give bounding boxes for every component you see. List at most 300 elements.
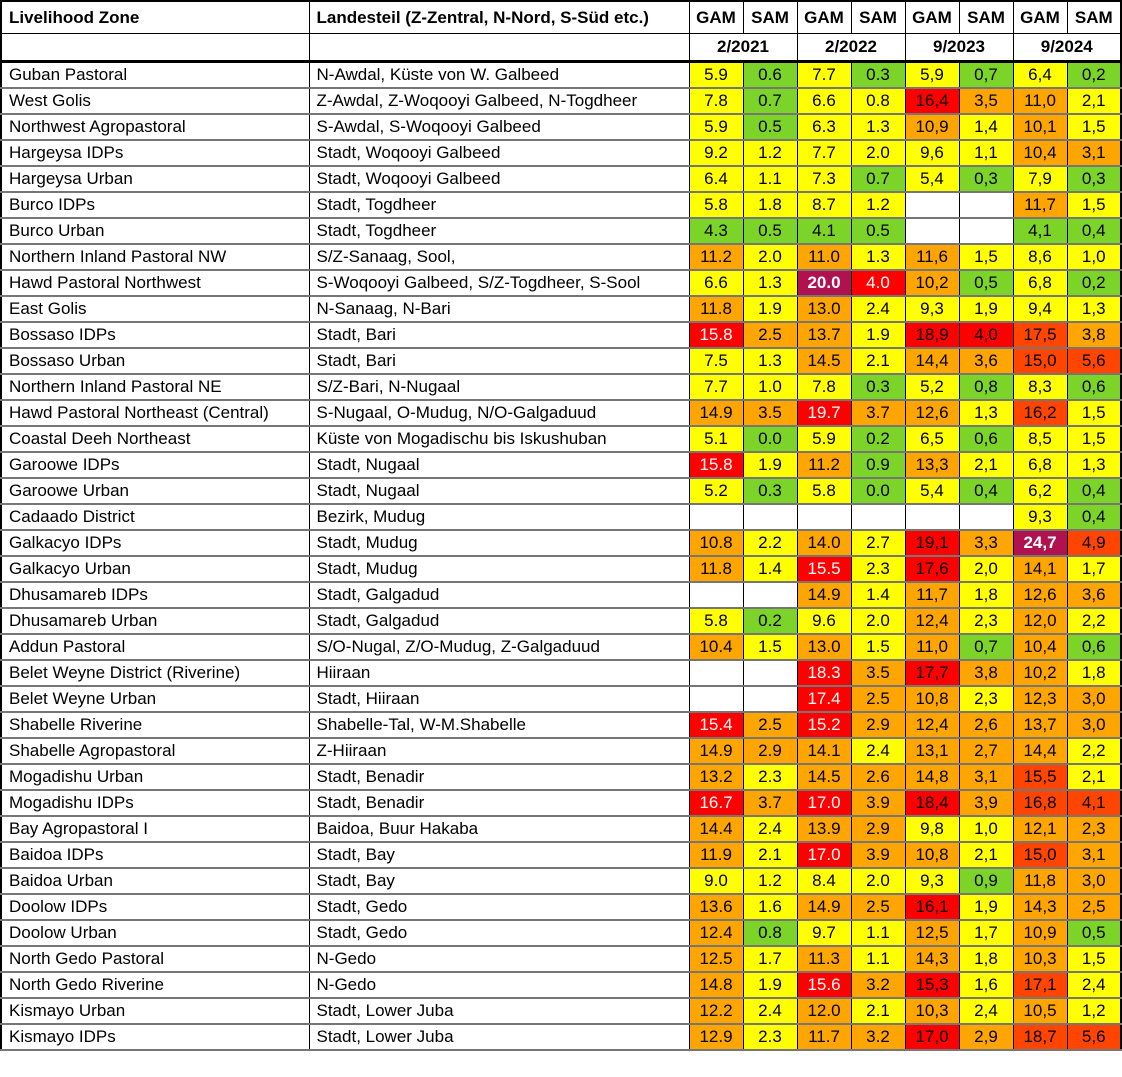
region-cell: S-Awdal, S-Woqooyi Galbeed [309, 114, 689, 140]
gam-value-cell: 9,4 [1013, 296, 1067, 322]
sam-value-cell [959, 218, 1013, 244]
gam-value-cell: 15.8 [689, 452, 743, 478]
table-row [1, 660, 1121, 686]
gam-value-cell: 16,2 [1013, 400, 1067, 426]
sam-value-cell: 0,6 [1067, 634, 1121, 660]
sam-value-cell: 0,8 [959, 374, 1013, 400]
region-cell: Küste von Mogadischu bis Iskushuban [309, 426, 689, 452]
gam-value-cell: 10.8 [689, 530, 743, 556]
table-row [1, 946, 1121, 972]
sam-value-cell: 1.2 [743, 868, 797, 894]
gam-value-cell: 5.8 [689, 192, 743, 218]
sam-value-cell: 2,3 [1067, 816, 1121, 842]
sam-value-cell: 1.3 [851, 244, 905, 270]
sam-value-cell: 2,3 [959, 608, 1013, 634]
gam-value-cell: 14,3 [1013, 894, 1067, 920]
sam-value-cell: 1.4 [743, 556, 797, 582]
sam-value-cell: 3.7 [743, 790, 797, 816]
sam-value-cell: 3,5 [959, 88, 1013, 114]
zone-cell: Guban Pastoral [1, 62, 309, 89]
gam-value-cell: 12.2 [689, 998, 743, 1024]
gam-value-cell: 18,7 [1013, 1024, 1067, 1050]
table-row [1, 400, 1121, 426]
zone-cell: Dhusamareb Urban [1, 608, 309, 634]
gam-value-cell: 15.6 [797, 972, 851, 998]
gam-value-cell: 14.9 [689, 400, 743, 426]
gam-value-cell [797, 504, 851, 530]
sam-value-cell: 2,9 [959, 1024, 1013, 1050]
gam-value-cell: 11.8 [689, 556, 743, 582]
region-cell: N-Sanaag, N-Bari [309, 296, 689, 322]
gam-value-cell: 15,0 [1013, 842, 1067, 868]
table-row [1, 244, 1121, 270]
region-cell: Stadt, Galgadud [309, 582, 689, 608]
gam-value-cell: 10,3 [905, 998, 959, 1024]
gam-value-cell: 9,6 [905, 140, 959, 166]
sam-column-header: SAM [743, 1, 797, 34]
gam-value-cell: 8,5 [1013, 426, 1067, 452]
sam-value-cell [743, 504, 797, 530]
zone-cell: Bossaso Urban [1, 348, 309, 374]
gam-value-cell: 7.7 [797, 140, 851, 166]
sam-value-cell: 2.0 [851, 140, 905, 166]
zone-cell: Dhusamareb IDPs [1, 582, 309, 608]
sam-value-cell: 2.3 [743, 764, 797, 790]
gam-value-cell [905, 218, 959, 244]
sam-value-cell: 0,3 [959, 166, 1013, 192]
gam-column-header: GAM [1013, 1, 1067, 34]
sam-value-cell: 0,7 [959, 62, 1013, 89]
sam-value-cell: 3,1 [959, 764, 1013, 790]
table-row [1, 114, 1121, 140]
gam-value-cell: 10,3 [1013, 946, 1067, 972]
empty-header-cell [309, 34, 689, 62]
gam-value-cell: 15.8 [689, 322, 743, 348]
gam-value-cell: 13,1 [905, 738, 959, 764]
sam-value-cell: 0,5 [1067, 920, 1121, 946]
region-cell: Stadt, Hiiraan [309, 686, 689, 712]
region-cell: Stadt, Bay [309, 842, 689, 868]
sam-value-cell: 3.9 [851, 842, 905, 868]
region-cell: Stadt, Woqooyi Galbeed [309, 140, 689, 166]
zone-cell: Kismayo IDPs [1, 1024, 309, 1050]
region-cell: N-Awdal, Küste von W. Galbeed [309, 62, 689, 89]
sam-value-cell: 2,2 [1067, 738, 1121, 764]
sam-value-cell: 1.9 [851, 322, 905, 348]
sam-value-cell: 0.7 [851, 166, 905, 192]
sam-value-cell: 0.3 [851, 62, 905, 89]
sam-value-cell: 1.3 [851, 114, 905, 140]
sam-value-cell: 3,0 [1067, 712, 1121, 738]
gam-value-cell: 11,0 [1013, 88, 1067, 114]
table-row [1, 530, 1121, 556]
gam-value-cell: 11.2 [689, 244, 743, 270]
sam-value-cell: 1.1 [851, 946, 905, 972]
sam-value-cell: 1.9 [743, 972, 797, 998]
region-cell: Shabelle-Tal, W-M.Shabelle [309, 712, 689, 738]
region-cell: Z-Hiiraan [309, 738, 689, 764]
sam-value-cell: 5,6 [1067, 348, 1121, 374]
zone-cell: Mogadishu IDPs [1, 790, 309, 816]
zone-cell: Hargeysa IDPs [1, 140, 309, 166]
sam-value-cell: 0.5 [743, 218, 797, 244]
sam-value-cell: 1,3 [959, 400, 1013, 426]
gam-value-cell: 6,5 [905, 426, 959, 452]
gam-value-cell: 10,2 [1013, 660, 1067, 686]
table-row [1, 452, 1121, 478]
gam-value-cell: 13,3 [905, 452, 959, 478]
gam-value-cell: 9,3 [1013, 504, 1067, 530]
table-row [1, 166, 1121, 192]
gam-value-cell: 10,8 [905, 842, 959, 868]
header-row-labels [1, 1, 1121, 34]
gam-value-cell: 14,3 [905, 946, 959, 972]
gam-value-cell: 12,6 [905, 400, 959, 426]
sam-value-cell: 2,6 [959, 712, 1013, 738]
sam-value-cell: 0.9 [851, 452, 905, 478]
gam-value-cell [905, 504, 959, 530]
table-row [1, 816, 1121, 842]
sam-value-cell: 3,8 [959, 660, 1013, 686]
gam-value-cell: 5,4 [905, 166, 959, 192]
gam-value-cell: 12,0 [1013, 608, 1067, 634]
gam-value-cell: 5.9 [689, 114, 743, 140]
sam-value-cell: 1.6 [743, 894, 797, 920]
sam-value-cell: 3,6 [1067, 582, 1121, 608]
sam-value-cell: 4.0 [851, 270, 905, 296]
gam-value-cell: 16.7 [689, 790, 743, 816]
table-row [1, 972, 1121, 998]
sam-value-cell: 1.5 [851, 634, 905, 660]
gam-value-cell: 14.4 [689, 816, 743, 842]
gam-value-cell: 15,5 [1013, 764, 1067, 790]
table-row [1, 218, 1121, 244]
sam-value-cell: 1,6 [959, 972, 1013, 998]
sam-value-cell: 1.9 [743, 296, 797, 322]
sam-value-cell: 1,2 [1067, 998, 1121, 1024]
zone-cell: Northern Inland Pastoral NE [1, 374, 309, 400]
sam-value-cell: 0,4 [1067, 478, 1121, 504]
sam-value-cell: 2.9 [851, 712, 905, 738]
gam-value-cell [689, 582, 743, 608]
zone-cell: Kismayo Urban [1, 998, 309, 1024]
region-cell: Stadt, Benadir [309, 764, 689, 790]
gam-value-cell: 17,6 [905, 556, 959, 582]
gam-value-cell: 10,9 [905, 114, 959, 140]
gam-value-cell: 10,1 [1013, 114, 1067, 140]
zone-cell: Addun Pastoral [1, 634, 309, 660]
gam-value-cell: 24,7 [1013, 530, 1067, 556]
sam-value-cell: 0,4 [959, 478, 1013, 504]
gam-value-cell: 14.5 [797, 764, 851, 790]
sam-value-cell: 1.2 [851, 192, 905, 218]
gam-value-cell: 14,4 [1013, 738, 1067, 764]
empty-header-cell [1, 34, 309, 62]
gam-column-header: GAM [797, 1, 851, 34]
region-cell: Stadt, Bari [309, 322, 689, 348]
gam-value-cell: 15.2 [797, 712, 851, 738]
table-row [1, 556, 1121, 582]
sam-value-cell [743, 686, 797, 712]
table-row [1, 270, 1121, 296]
sam-value-cell: 2.2 [743, 530, 797, 556]
zone-cell: Hawd Pastoral Northeast (Central) [1, 400, 309, 426]
sam-value-cell: 0.7 [743, 88, 797, 114]
table-row [1, 296, 1121, 322]
region-cell: S-Woqooyi Galbeed, S/Z-Togdheer, S-Sool [309, 270, 689, 296]
zone-cell: Bossaso IDPs [1, 322, 309, 348]
table-row [1, 608, 1121, 634]
table-row [1, 712, 1121, 738]
gam-value-cell: 7.8 [797, 374, 851, 400]
period-header: 9/2023 [905, 34, 1013, 62]
gam-value-cell [905, 192, 959, 218]
sam-value-cell: 2,5 [1067, 894, 1121, 920]
gam-value-cell: 10.4 [689, 634, 743, 660]
gam-value-cell: 10,4 [1013, 634, 1067, 660]
zone-cell: East Golis [1, 296, 309, 322]
sam-value-cell: 1.1 [851, 920, 905, 946]
zone-cell: Galkacyo Urban [1, 556, 309, 582]
table-header [1, 1, 1121, 62]
sam-value-cell: 0.5 [851, 218, 905, 244]
sam-value-cell: 0.2 [851, 426, 905, 452]
gam-value-cell: 11,7 [1013, 192, 1067, 218]
gam-value-cell: 11.3 [797, 946, 851, 972]
gam-value-cell: 8.4 [797, 868, 851, 894]
zone-cell: Doolow IDPs [1, 894, 309, 920]
sam-value-cell: 2.6 [851, 764, 905, 790]
region-cell: Stadt, Galgadud [309, 608, 689, 634]
region-cell: S/Z-Sanaag, Sool, [309, 244, 689, 270]
gam-value-cell: 14.1 [797, 738, 851, 764]
sam-value-cell: 3.7 [851, 400, 905, 426]
sam-value-cell: 1,8 [959, 582, 1013, 608]
zone-cell: West Golis [1, 88, 309, 114]
gam-value-cell: 11,0 [905, 634, 959, 660]
sam-value-cell: 1,0 [1067, 244, 1121, 270]
gam-value-cell: 6.4 [689, 166, 743, 192]
gam-value-cell: 11.9 [689, 842, 743, 868]
gam-column-header: GAM [905, 1, 959, 34]
gam-value-cell: 14,1 [1013, 556, 1067, 582]
sam-value-cell: 1,8 [959, 946, 1013, 972]
sam-value-cell: 2,0 [959, 556, 1013, 582]
gam-value-cell: 4.3 [689, 218, 743, 244]
header-row-periods [1, 34, 1121, 62]
gam-value-cell: 12,3 [1013, 686, 1067, 712]
gam-value-cell: 14.9 [797, 894, 851, 920]
sam-value-cell: 0.3 [743, 478, 797, 504]
gam-value-cell: 6.6 [797, 88, 851, 114]
gam-value-cell: 12.0 [797, 998, 851, 1024]
gam-value-cell: 16,1 [905, 894, 959, 920]
gam-value-cell [689, 660, 743, 686]
sam-value-cell: 0,4 [1067, 218, 1121, 244]
sam-column-header: SAM [1067, 1, 1121, 34]
zone-cell: Cadaado District [1, 504, 309, 530]
zone-cell: Northern Inland Pastoral NW [1, 244, 309, 270]
table-row [1, 62, 1121, 89]
zone-cell: Galkacyo IDPs [1, 530, 309, 556]
sam-value-cell: 1,5 [1067, 192, 1121, 218]
gam-value-cell: 19,1 [905, 530, 959, 556]
gam-value-cell: 7,9 [1013, 166, 1067, 192]
gam-value-cell: 4.1 [797, 218, 851, 244]
sam-value-cell: 2,2 [1067, 608, 1121, 634]
sam-value-cell: 3,3 [959, 530, 1013, 556]
period-header: 2/2022 [797, 34, 905, 62]
sam-column-header: SAM [959, 1, 1013, 34]
gam-value-cell: 11,6 [905, 244, 959, 270]
zone-cell: Baidoa IDPs [1, 842, 309, 868]
gam-value-cell: 16,8 [1013, 790, 1067, 816]
sam-value-cell: 2,4 [959, 998, 1013, 1024]
gam-value-cell: 10,8 [905, 686, 959, 712]
sam-value-cell: 1.0 [743, 374, 797, 400]
table-row [1, 88, 1121, 114]
period-header: 2/2021 [689, 34, 797, 62]
gam-value-cell: 14,8 [905, 764, 959, 790]
sam-value-cell: 0,3 [1067, 166, 1121, 192]
gam-value-cell: 11.8 [689, 296, 743, 322]
sam-value-cell: 1,5 [1067, 400, 1121, 426]
gam-value-cell: 9,3 [905, 868, 959, 894]
gam-value-cell: 13.6 [689, 894, 743, 920]
sam-value-cell: 2,1 [1067, 764, 1121, 790]
sam-value-cell: 2.0 [851, 868, 905, 894]
sam-value-cell: 1.3 [743, 348, 797, 374]
sam-value-cell: 2.4 [851, 296, 905, 322]
gam-value-cell: 7.5 [689, 348, 743, 374]
gam-value-cell: 20.0 [797, 270, 851, 296]
sam-value-cell: 2.5 [743, 322, 797, 348]
region-cell: Baidoa, Buur Hakaba [309, 816, 689, 842]
gam-value-cell [689, 686, 743, 712]
sam-value-cell: 1.9 [743, 452, 797, 478]
sam-value-cell: 1,5 [1067, 114, 1121, 140]
sam-value-cell: 1.4 [851, 582, 905, 608]
sam-value-cell: 2.4 [743, 816, 797, 842]
sam-value-cell: 3,6 [959, 348, 1013, 374]
gam-value-cell: 12,1 [1013, 816, 1067, 842]
sam-value-cell: 2.0 [743, 244, 797, 270]
zone-cell: Bay Agropastoral I [1, 816, 309, 842]
sam-value-cell: 3,8 [1067, 322, 1121, 348]
gam-value-cell: 7.7 [797, 62, 851, 89]
sam-value-cell: 0,7 [959, 634, 1013, 660]
sam-value-cell: 2.5 [851, 894, 905, 920]
sam-value-cell: 2,1 [959, 452, 1013, 478]
gam-value-cell: 5.9 [689, 62, 743, 89]
sam-value-cell: 2.3 [743, 1024, 797, 1050]
table-row [1, 764, 1121, 790]
sam-value-cell: 1.3 [743, 270, 797, 296]
sam-value-cell: 3.5 [851, 660, 905, 686]
table-row [1, 894, 1121, 920]
gam-value-cell: 16,4 [905, 88, 959, 114]
table-row [1, 504, 1121, 530]
gam-value-cell: 17.0 [797, 790, 851, 816]
sam-value-cell: 2,1 [1067, 88, 1121, 114]
sam-value-cell: 1.2 [743, 140, 797, 166]
sam-value-cell: 1,0 [959, 816, 1013, 842]
sam-value-cell [851, 504, 905, 530]
gam-value-cell: 14.9 [797, 582, 851, 608]
gam-value-cell: 8,3 [1013, 374, 1067, 400]
region-cell: Stadt, Lower Juba [309, 1024, 689, 1050]
gam-value-cell: 6.6 [689, 270, 743, 296]
zone-cell: North Gedo Riverine [1, 972, 309, 998]
sam-value-cell: 0,6 [959, 426, 1013, 452]
table-row [1, 374, 1121, 400]
sam-value-cell: 2.1 [743, 842, 797, 868]
gam-value-cell: 17.4 [797, 686, 851, 712]
sam-value-cell: 1.8 [743, 192, 797, 218]
region-cell: Stadt, Togdheer [309, 218, 689, 244]
region-cell: Stadt, Gedo [309, 894, 689, 920]
gam-value-cell: 12.5 [689, 946, 743, 972]
sam-value-cell: 2.0 [851, 608, 905, 634]
gam-value-cell: 5.9 [797, 426, 851, 452]
gam-value-cell: 12,6 [1013, 582, 1067, 608]
region-cell: Stadt, Togdheer [309, 192, 689, 218]
gam-value-cell: 7.3 [797, 166, 851, 192]
sam-value-cell: 2.5 [743, 712, 797, 738]
table-row [1, 790, 1121, 816]
gam-value-cell: 5.2 [689, 478, 743, 504]
gam-value-cell: 9.7 [797, 920, 851, 946]
table-row [1, 348, 1121, 374]
gam-value-cell: 8,6 [1013, 244, 1067, 270]
gam-value-cell: 6.3 [797, 114, 851, 140]
gam-value-cell: 17.0 [797, 842, 851, 868]
gam-value-cell: 9.0 [689, 868, 743, 894]
table-row [1, 842, 1121, 868]
sam-value-cell: 4,0 [959, 322, 1013, 348]
table-row [1, 920, 1121, 946]
sam-value-cell: 3.5 [743, 400, 797, 426]
sam-value-cell: 0,4 [1067, 504, 1121, 530]
gam-value-cell: 13.0 [797, 634, 851, 660]
gam-value-cell: 10,2 [905, 270, 959, 296]
sam-value-cell: 4,9 [1067, 530, 1121, 556]
gam-value-cell: 13.0 [797, 296, 851, 322]
sam-value-cell: 1.5 [743, 634, 797, 660]
sam-value-cell: 0,5 [959, 270, 1013, 296]
zone-cell: Mogadishu Urban [1, 764, 309, 790]
zone-cell: Burco IDPs [1, 192, 309, 218]
sam-value-cell: 2,7 [959, 738, 1013, 764]
table-row [1, 582, 1121, 608]
region-cell: S-Nugaal, O-Mudug, N/O-Galgaduud [309, 400, 689, 426]
zone-cell: Burco Urban [1, 218, 309, 244]
gam-value-cell: 13,7 [1013, 712, 1067, 738]
gam-value-cell: 11,7 [905, 582, 959, 608]
gam-value-cell: 13.9 [797, 816, 851, 842]
gam-value-cell: 5.8 [797, 478, 851, 504]
region-cell: Stadt, Bari [309, 348, 689, 374]
gam-value-cell: 10,9 [1013, 920, 1067, 946]
sam-value-cell: 0.2 [743, 608, 797, 634]
sam-value-cell: 0.0 [743, 426, 797, 452]
sam-value-cell: 3.9 [851, 790, 905, 816]
region-cell: Stadt, Mudug [309, 530, 689, 556]
table-row [1, 426, 1121, 452]
sam-value-cell: 3,1 [1067, 140, 1121, 166]
gam-value-cell: 14.9 [689, 738, 743, 764]
sam-value-cell [743, 660, 797, 686]
